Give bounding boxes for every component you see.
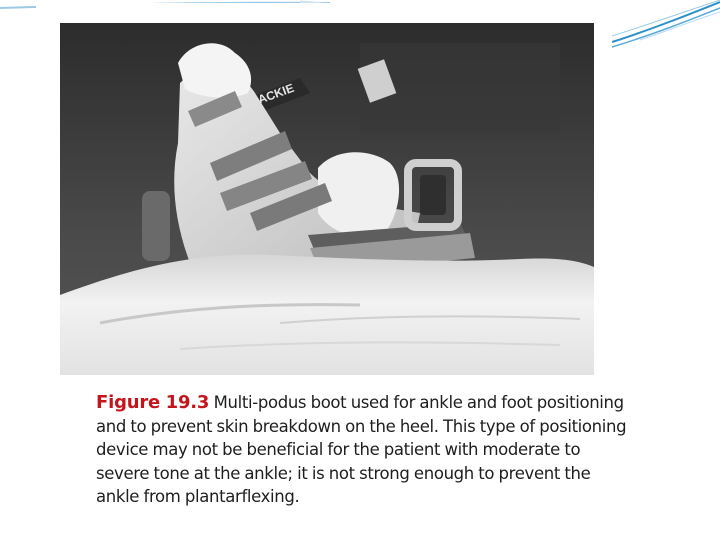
top-right-swoosh-2 bbox=[612, 8, 720, 47]
brace-loop-inner bbox=[420, 175, 446, 215]
figure-label: Figure 19.3 bbox=[96, 392, 210, 413]
sheepskin-heel bbox=[318, 152, 399, 237]
top-right-swoosh-4 bbox=[640, 12, 720, 40]
caption-text: Multi-podus boot used for ankle and foot positioning and to prevent skin breakdown on the heel. This type of positioning device may not be beneficial for the patient with moderate to severe tone at the ankle; it is not strong enough to prevent the ankle from plantarflexing. bbox=[96, 393, 627, 506]
top-right-swoosh-1 bbox=[612, 2, 720, 42]
figure-panel bbox=[36, 3, 627, 515]
bed-sheet bbox=[60, 255, 594, 375]
strap-label: ACKIE bbox=[255, 80, 296, 107]
multi-podus-boot-photo bbox=[60, 23, 594, 375]
bed-rail bbox=[142, 191, 170, 261]
figure-caption bbox=[96, 391, 636, 509]
